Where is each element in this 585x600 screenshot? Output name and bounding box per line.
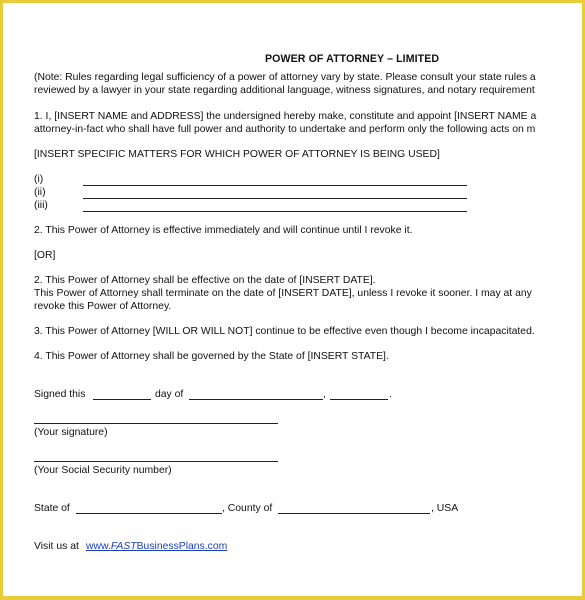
note-line-2: reviewed by a lawyer in your state regarding additional language, witness signatures, and notary requirement bbox=[34, 85, 535, 96]
your-signature-label: (Your signature) bbox=[34, 427, 108, 438]
item-label-i: (i) bbox=[34, 174, 44, 185]
paragraph-1-line-2: attorney-in-fact who shall have full power and authority to undertake and perform only the following acts on m bbox=[34, 124, 536, 135]
signature-line bbox=[34, 423, 278, 424]
signed-day-label: day of bbox=[155, 389, 184, 400]
item-blank-line-i bbox=[83, 185, 467, 186]
item-blank-line-ii bbox=[83, 198, 467, 199]
county-blank bbox=[278, 513, 430, 514]
signed-prefix: Signed this bbox=[34, 389, 86, 400]
paragraph-2b-line-3: revoke this Power of Attorney. bbox=[34, 301, 172, 312]
paragraph-3: 3. This Power of Attorney [WILL OR WILL NOT] continue to be effective even though I become incapacitated. bbox=[34, 326, 535, 337]
county-label: , County of bbox=[222, 503, 273, 514]
specific-matters-placeholder: [INSERT SPECIFIC MATTERS FOR WHICH POWER OF ATTORNEY IS BEING USED] bbox=[34, 149, 440, 160]
item-label-iii: (iii) bbox=[34, 200, 48, 211]
signed-year-blank bbox=[330, 399, 388, 400]
paragraph-2b-line-1: 2. This Power of Attorney shall be effective on the date of [INSERT DATE]. bbox=[34, 275, 376, 286]
paragraph-2b-line-2: This Power of Attorney shall terminate on the date of [INSERT DATE], unless I revoke it sooner. I may at any bbox=[34, 288, 532, 299]
signed-comma: , bbox=[323, 389, 326, 400]
website-link-prefix: www. bbox=[86, 541, 111, 552]
item-label-ii: (ii) bbox=[34, 187, 46, 198]
website-link[interactable] bbox=[86, 541, 227, 552]
ssn-line bbox=[34, 461, 278, 462]
paragraph-2a: 2. This Power of Attorney is effective immediately and will continue until I revoke it. bbox=[34, 225, 413, 236]
your-ssn-label: (Your Social Security number) bbox=[34, 465, 172, 476]
paragraph-4: 4. This Power of Attorney shall be governed by the State of [INSERT STATE]. bbox=[34, 351, 389, 362]
note-line-1: (Note: Rules regarding legal sufficiency of a power of attorney vary by state. Please consult your state rules a bbox=[34, 72, 536, 83]
paragraph-1-line-1: 1. I, [INSERT NAME and ADDRESS] the undersigned hereby make, constitute and appoint [INSERT NAME a bbox=[34, 111, 537, 122]
visit-label: Visit us at bbox=[34, 541, 79, 552]
state-label: State of bbox=[34, 503, 70, 514]
signed-period: . bbox=[389, 389, 392, 400]
state-blank bbox=[76, 513, 222, 514]
document-title: POWER OF ATTORNEY – LIMITED bbox=[265, 53, 440, 65]
signed-month-blank bbox=[189, 399, 323, 400]
or-label: [OR] bbox=[34, 250, 56, 261]
website-link-brand: FAST bbox=[110, 541, 137, 552]
usa-label: , USA bbox=[431, 503, 459, 514]
signed-day-blank bbox=[93, 399, 151, 400]
website-link-suffix: BusinessPlans.com bbox=[136, 541, 228, 552]
item-blank-line-iii bbox=[83, 211, 467, 212]
